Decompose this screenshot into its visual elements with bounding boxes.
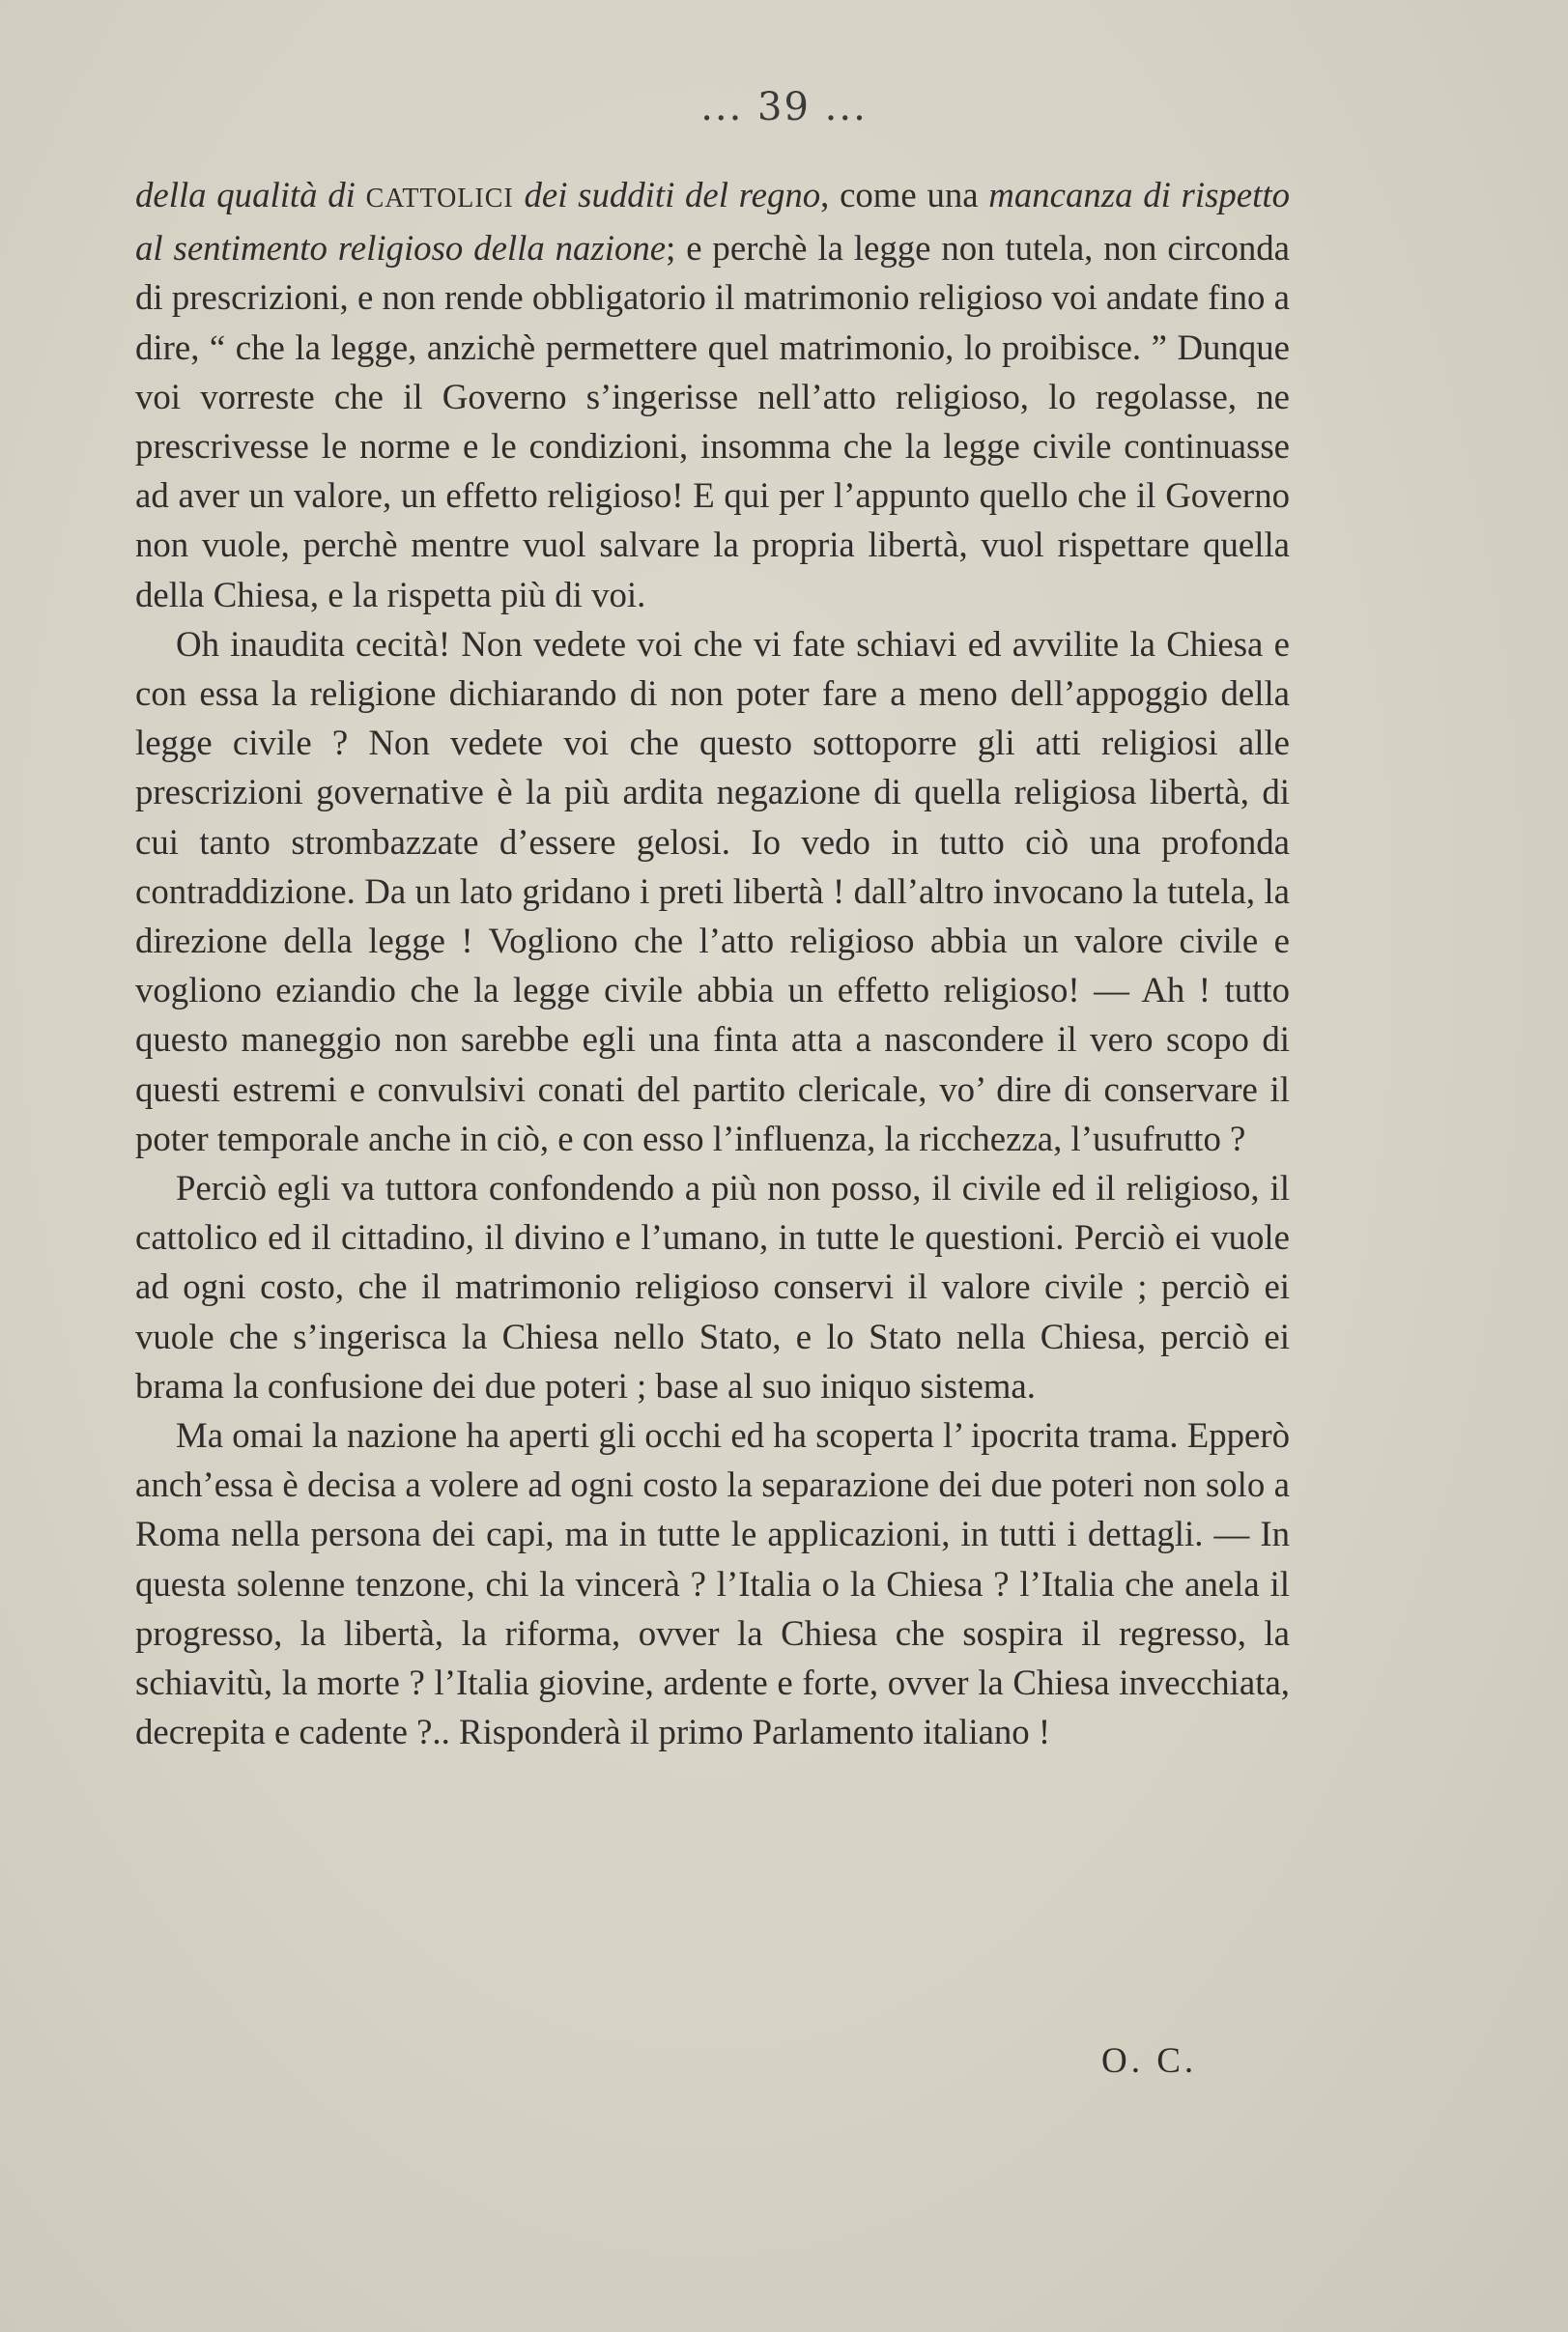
paragraph-2 (135, 619, 1290, 1163)
paragraph-4 (135, 1410, 1290, 1756)
text-segment: Ma omai la nazione ha aperti gli occhi ed ha scoperta l’ ipocrita trama. Epperò anch’essa è decisa a volere ad ogni costo la separazione dei due poteri non solo a Roma nella persona dei capi, ma in tutte le applicazioni, in tutti i dettagli. — In questa solenne tenzone, chi la vincerà ? l’Italia o la Chiesa ? l’Italia che anela il progresso, la libertà, la riforma, ovver la Chiesa che sospira il regresso, la schiavitù, la morte ? l’Italia giovine, ardente e forte, ovver la Chiesa invecchiata, decrepita e cadente ?.. Risponderà il primo Parlamento italiano ! (135, 1415, 1290, 1752)
paragraph-1 (135, 170, 1290, 619)
paragraph-3 (135, 1163, 1290, 1410)
text-segment: Oh inaudita cecità! Non vedete voi che vi fate schiavi ed avvilite la Chiesa e con essa la religione dichiarando di non poter fare a meno dell’appoggio della legge civile ? Non vedete voi che questo sottoporre gli atti religiosi alle prescrizioni governative è la più ardita negazione di quella religiosa libertà, di cui tanto strombazzate d’essere gelosi. Io vedo in tutto ciò una profonda contraddizione. Da un lato gridano i preti libertà ! dall’altro invocano la tutela, la direzione della legge ! Vogliono che l’atto religioso abbia un valore civile e vogliono eziandio che la legge civile abbia un effetto religioso! — Ah ! tutto questo maneggio non sarebbe egli una finta atta a nascondere il vero scopo di questi estremi e convulsivi conati del partito clericale, vo’ dire di conservare il poter temporale anche in ciò, e con esso l’influenza, la ricchezza, l’usufrutto ? (135, 623, 1290, 1158)
text-segment: mancanza di rispetto al sentimento religioso della nazione (135, 175, 1290, 269)
text-segment: della qualità di (135, 175, 366, 214)
text-segment: Perciò egli va tuttora confondendo a più non posso, il civile ed il religioso, il cattolico ed il cittadino, il divino e l’umano, in tutte le questioni. Perciò ei vuole ad ogni costo, che il matrimonio religioso conservi il valore civile ; perciò ei vuole che s’ingerisca la Chiesa nello Stato, e lo Stato nella Chiesa, perciò ei brama la confusione dei due poteri ; base al suo iniquo sistema. (135, 1168, 1290, 1406)
text-segment-smallcaps: CATTOLICI (365, 184, 514, 213)
body-text (135, 170, 1290, 1757)
signature-initials: O. C. (1101, 2041, 1198, 2081)
text-segment: , come una (820, 175, 989, 214)
page-number: ... 39 ... (700, 85, 868, 129)
text-segment: ; e perchè la legge non tutela, non circonda di prescrizioni, e non rende obbligatorio il matrimonio religioso voi andate fino a dire, “ che la legge, anzichè permettere quel matrimonio, lo proibisce. ” Dunque voi vorreste che il Governo s’ingerisse nell’atto religioso, lo regolasse, ne prescrivesse le norme e le condizioni, insomma che la legge civile continuasse ad aver un valore, un effetto religioso! E qui per l’appunto quello che il Governo non vuole, perchè mentre vuol salvare la propria libertà, vuol rispettare quella della Chiesa, e la rispetta più di voi. (135, 228, 1290, 614)
text-segment: dei sudditi del regno (513, 175, 821, 214)
